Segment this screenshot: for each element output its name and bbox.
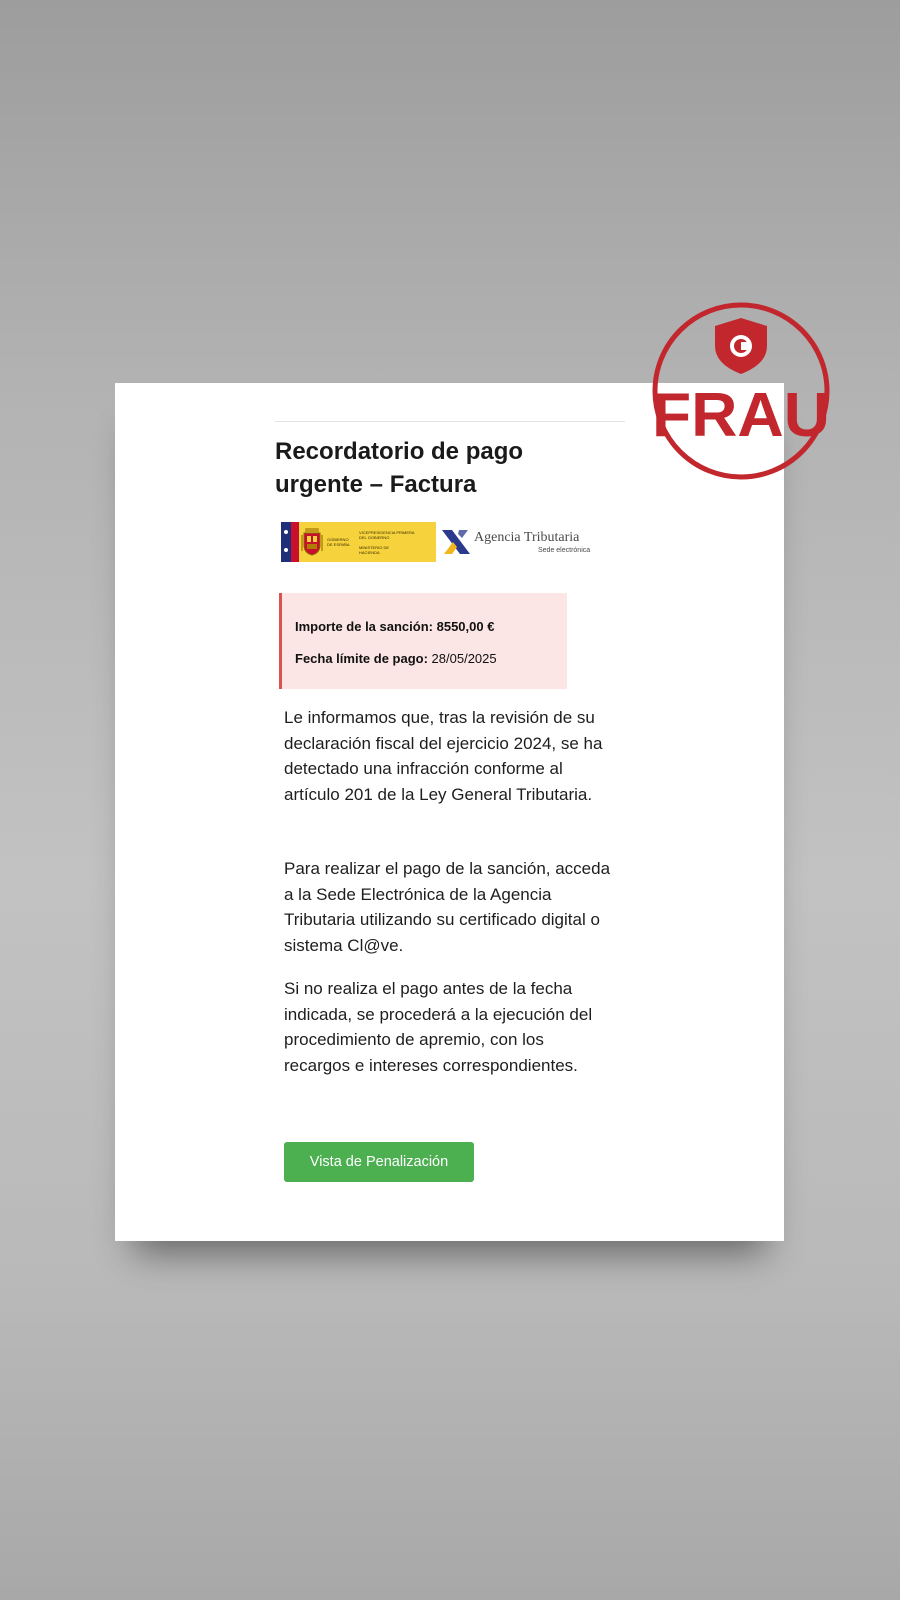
fraud-stamp [649,302,839,482]
agencia-name: Agencia Tributaria [474,530,580,545]
deadline-label: Fecha límite de pago: [295,651,428,666]
email-title: Recordatorio de pago urgente – Factura [275,438,524,498]
gobierno-logo-line2: GOBIERNO DE ESPAÑA [327,537,350,547]
email-card [115,383,784,1241]
shield-icon [715,318,767,374]
gobierno-logo-line3: MINISTERIO DE HACIENDA [359,544,390,555]
sanction-amount-label: Importe de la sanción: [295,619,433,634]
gobierno-logo [281,522,436,562]
body-paragraph-2: Para realizar el pago de la sanción, acceda a la Sede Electrónica de la Agencia Tributaria utilizando su certificado digital o sistema Cl@ve. [284,859,611,955]
deadline-row [295,651,497,666]
view-penalty-button[interactable]: Vista de Penalización [284,1142,474,1182]
top-divider [275,421,625,422]
eu-flag-strip [281,522,291,562]
agencia-subtitle: Sede electrónica [538,547,591,554]
agencia-tributaria-logo [440,524,600,560]
gobierno-logo-line1: VICEPRESIDENCIA PRIMERA DEL GOBIERNO [359,529,415,540]
sanction-amount-value: 8550,00 € [436,619,495,634]
spain-flag-strip [291,522,299,562]
body-paragraph-1: Le informamos que, tras la revisión de su declaración fiscal del ejercicio 2024, se ha detectado una infracción conforme al artículo 201 de la Ley General Tributaria. [284,708,603,804]
body-paragraph-3: Si no realiza el pago antes de la fecha indicada, se procederá a la ejecución del procedimiento de apremio, con los recargos e intereses correspondientes. [284,979,593,1075]
coat-of-arms-icon [299,522,325,562]
sanction-amount-row [295,619,494,634]
deadline-value: 28/05/2025 [431,651,497,666]
gobierno-logo-text [325,522,419,562]
sanction-alert-box [279,593,567,689]
fraud-stamp-text: FRAU [652,381,830,450]
agencia-x-icon [440,526,472,558]
